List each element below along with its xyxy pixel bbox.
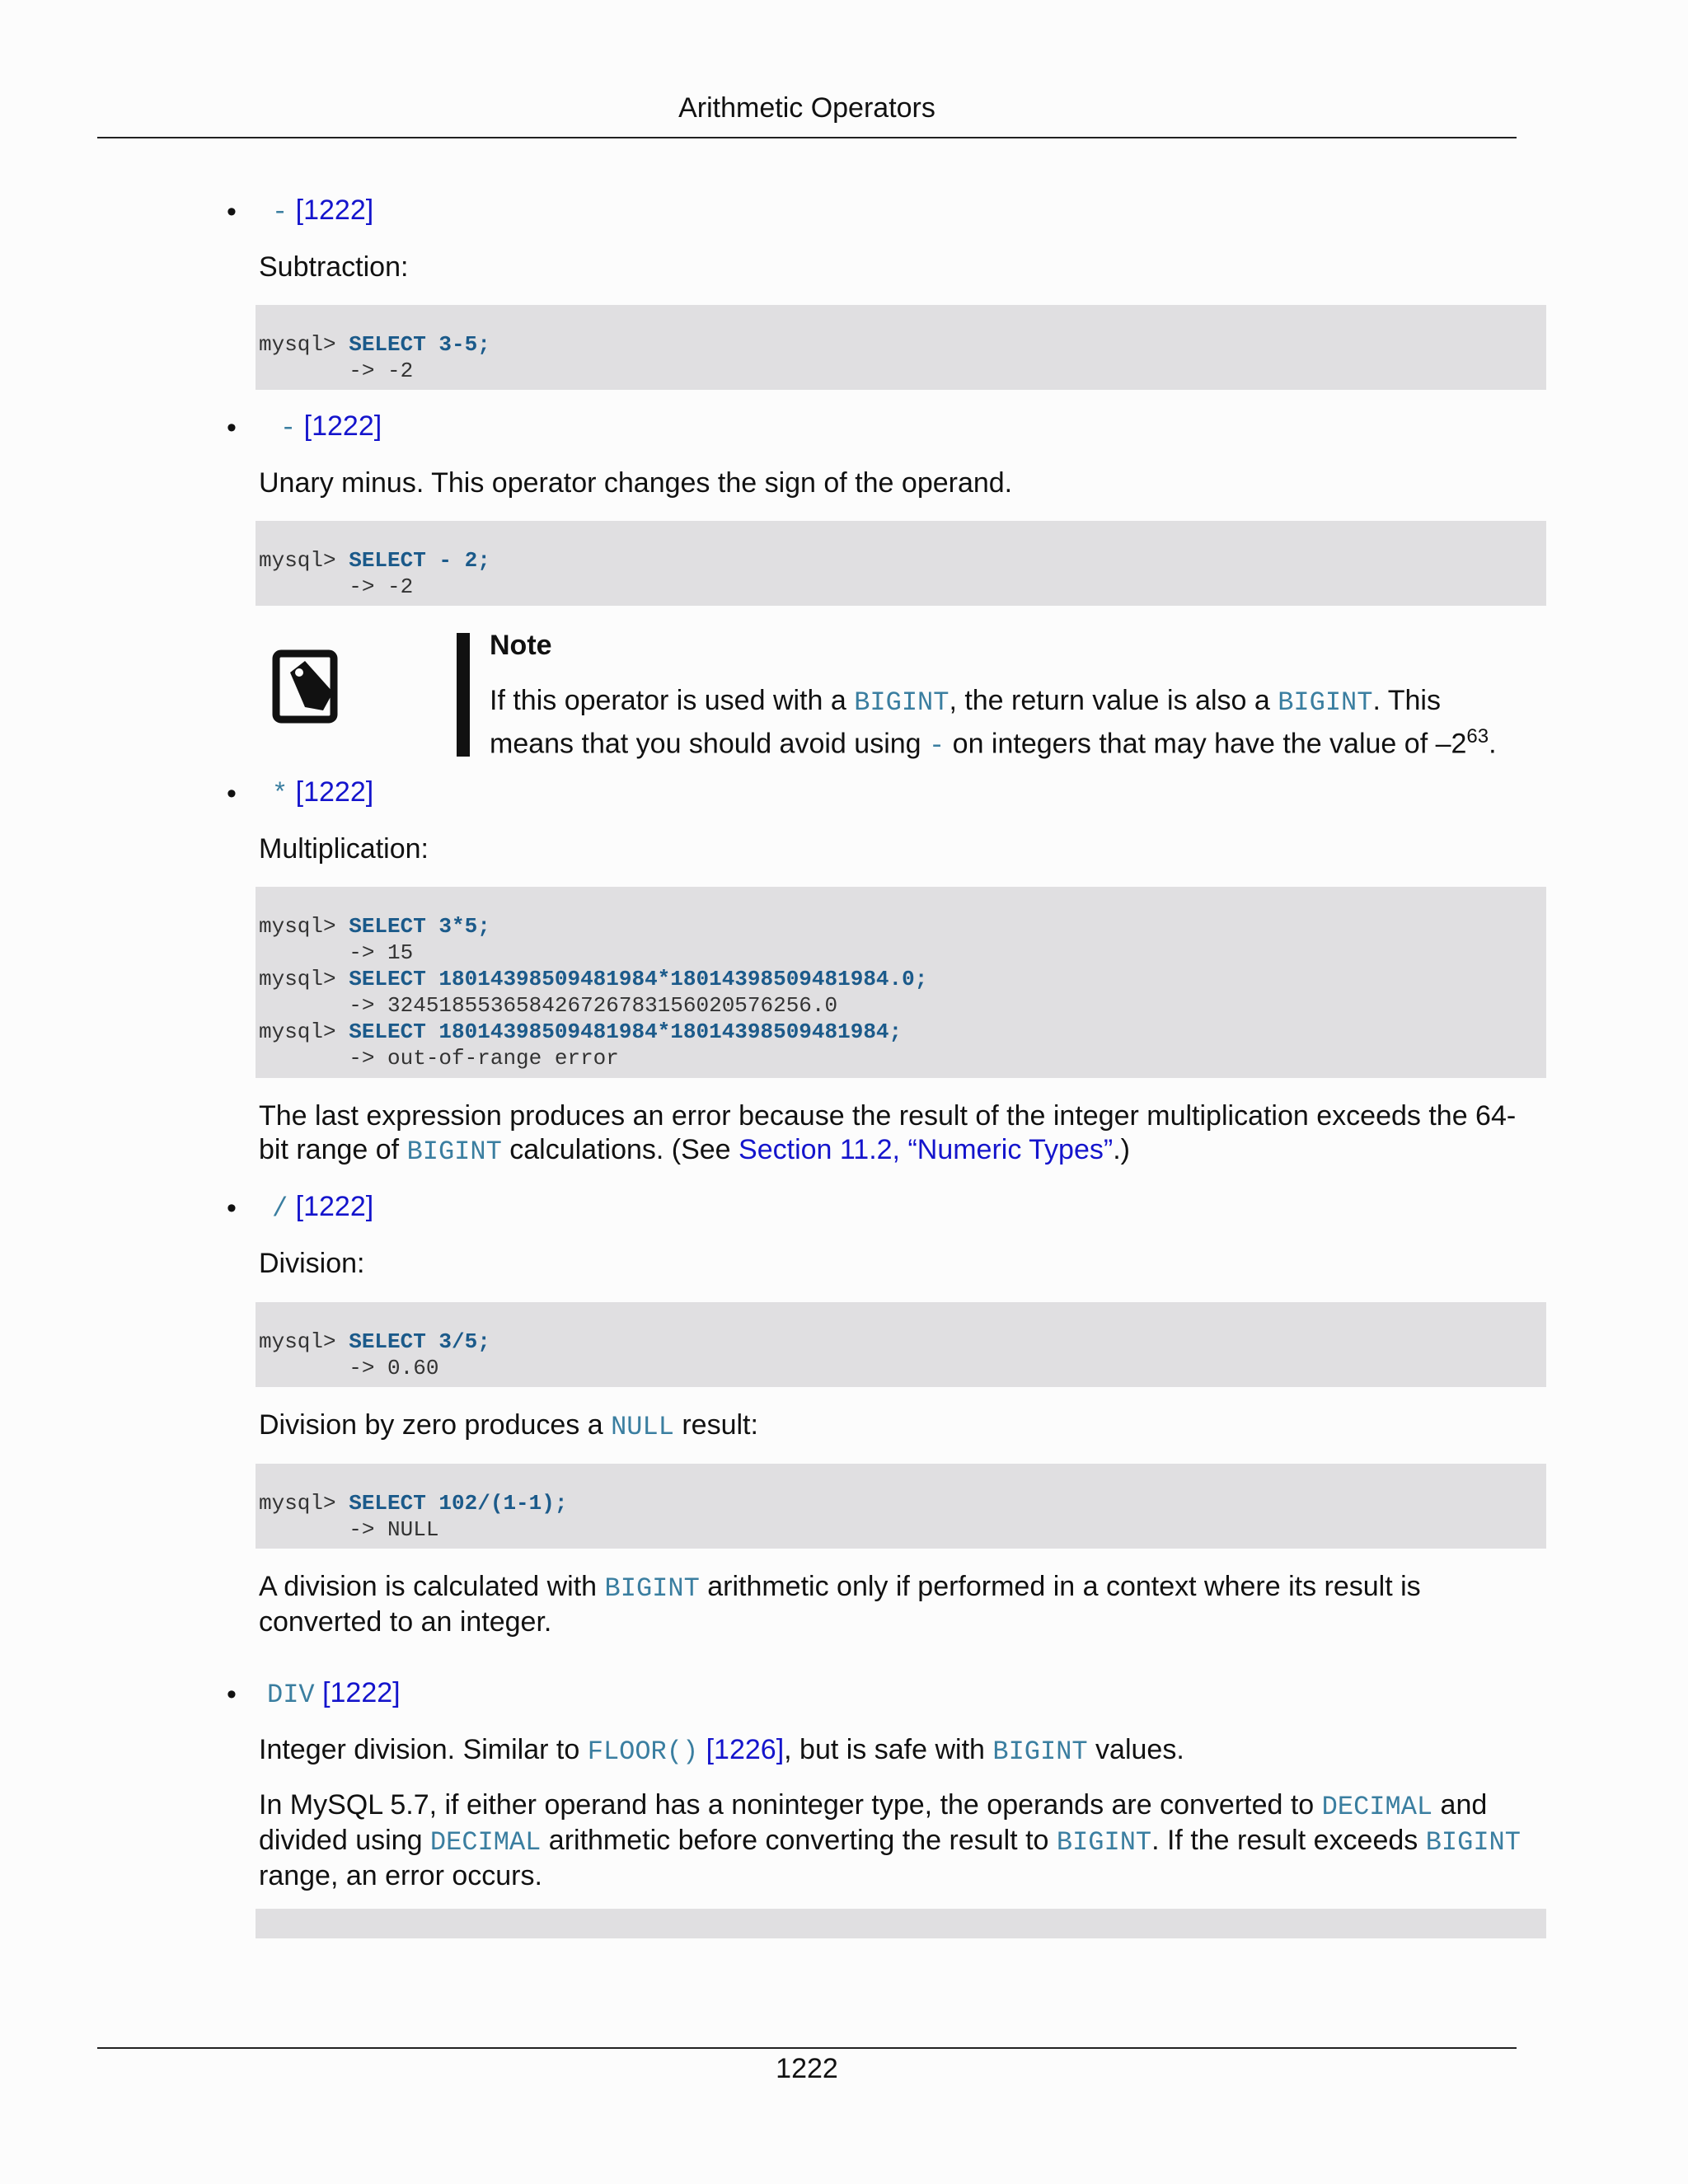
bullet: • <box>227 412 237 443</box>
inline-code: NULL <box>611 1412 674 1442</box>
bullet: • <box>227 778 237 809</box>
code-command: SELECT 3-5; <box>349 332 490 357</box>
division-explanation: A division is calculated with BIGINT arithmetic only if performed in a context where its result is converted to an integer. <box>259 1571 1421 1638</box>
page-ref-link[interactable]: [1222] <box>303 410 382 442</box>
unary-minus-description: Unary minus. This operator changes the sign of the operand. <box>259 467 1013 499</box>
note-icon <box>272 649 343 725</box>
page-header: Arithmetic Operators <box>678 92 935 124</box>
code-block-division-zero: mysql> SELECT 102/(1-1); -> NULL <box>256 1464 1546 1549</box>
superscript: 63 <box>1466 725 1489 748</box>
operator-symbol[interactable]: - <box>280 413 297 443</box>
operator-symbol[interactable]: / <box>272 1193 288 1224</box>
div-details: In MySQL 5.7, if either operand has a noninteger type, the operands are converted to DECIMAL and divided using DECIMAL arithmetic before converting the result to BIGINT. If the result exceeds BIGINT range, an error occurs. <box>259 1789 1521 1891</box>
code-result: -> -2 <box>259 574 414 599</box>
code-result: -> -2 <box>259 359 414 383</box>
subtraction-heading[interactable] <box>272 194 373 227</box>
division-by-zero-text: Division by zero produces a NULL result: <box>259 1409 758 1442</box>
note-bar <box>457 633 470 757</box>
inline-code: BIGINT <box>604 1573 700 1604</box>
inline-code: BIGINT <box>854 687 950 718</box>
code-block-subtraction <box>256 305 1546 390</box>
code-block-multiplication: mysql> SELECT 3*5; -> 15 mysql> SELECT 18014398509481984*18014398509481984.0; -> 324518553658426726783156020576256.0 mysql> SELECT 18014398509481984*18014398509481984; -> out-of-range error <box>256 887 1546 1078</box>
division-heading[interactable] <box>272 1191 373 1224</box>
page-ref-link[interactable]: [1226] <box>706 1734 785 1765</box>
code-block-unary-minus <box>256 521 1546 606</box>
section-link[interactable]: Section 11.2, “Numeric Types” <box>738 1134 1114 1165</box>
code-prompt: mysql> <box>259 332 349 357</box>
multiplication-description: Multiplication: <box>259 833 429 865</box>
unary-minus-heading[interactable] <box>280 410 382 443</box>
division-description: Division: <box>259 1248 365 1279</box>
div-heading[interactable] <box>267 1677 401 1710</box>
bullet: • <box>227 1193 237 1224</box>
code-block-div-continued <box>256 1909 1546 1938</box>
multiplication-explanation: The last expression produces an error because the result of the integer multiplication exceeds the 64-bit range of BIGINT calculations. (See Section 11.2, “Numeric Types”.) <box>259 1100 1517 1167</box>
bullet: • <box>227 196 237 227</box>
operator-symbol[interactable]: DIV <box>267 1680 315 1710</box>
inline-code: BIGINT <box>406 1137 502 1167</box>
inline-code: BIGINT <box>992 1736 1088 1767</box>
code-command: SELECT - 2; <box>349 548 490 573</box>
page-number: 1222 <box>776 2053 838 2084</box>
page-ref-link[interactable]: [1222] <box>322 1677 401 1708</box>
footer-rule <box>97 2047 1517 2049</box>
page-ref-link[interactable]: [1222] <box>295 194 374 226</box>
bullet: • <box>227 1679 237 1710</box>
header-rule <box>97 137 1517 138</box>
multiplication-heading[interactable] <box>272 776 373 809</box>
code-block-division: mysql> SELECT 3/5; -> 0.60 <box>256 1302 1546 1387</box>
operator-symbol[interactable]: - <box>272 197 288 227</box>
div-description: Integer division. Similar to FLOOR() [1226], but is safe with BIGINT values. <box>259 1734 1184 1767</box>
note-body: If this operator is used with a BIGINT, the return value is also a BIGINT. This means that you should avoid using - on integers that may have the value of $-2^{63}$. <box>490 685 1497 762</box>
page-ref-link[interactable]: [1222] <box>295 1191 374 1222</box>
note-title: Note <box>490 630 552 661</box>
inline-code: DECIMAL <box>1321 1792 1433 1822</box>
inline-code: DECIMAL <box>429 1827 542 1858</box>
inline-code: - <box>929 730 945 762</box>
operator-symbol[interactable]: * <box>272 779 288 809</box>
inline-code: FLOOR() <box>587 1736 699 1767</box>
page-ref-link[interactable]: [1222] <box>295 776 374 808</box>
inline-code: BIGINT <box>1056 1827 1152 1858</box>
inline-code: BIGINT <box>1425 1827 1521 1858</box>
inline-code: BIGINT <box>1278 687 1373 718</box>
code-prompt: mysql> <box>259 548 349 573</box>
subtraction-description: Subtraction: <box>259 251 409 283</box>
